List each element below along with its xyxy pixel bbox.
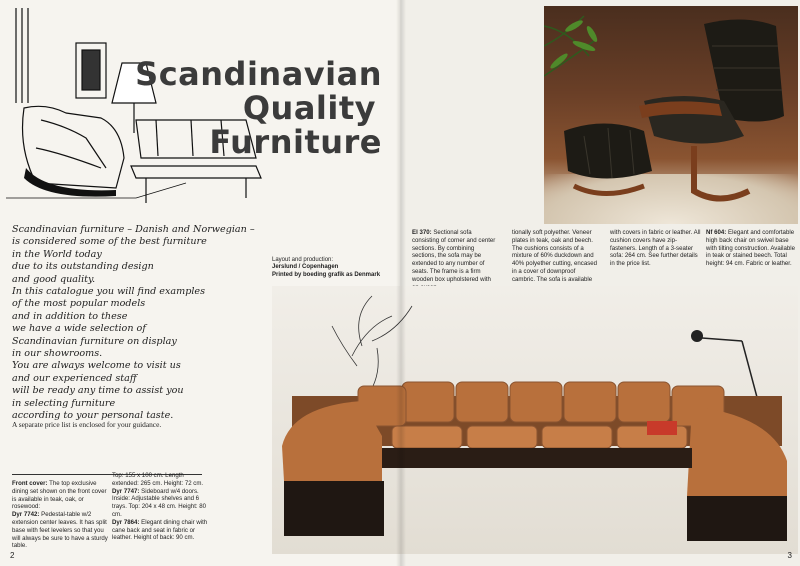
product-code: El 370: [412, 229, 432, 236]
intro-line: In this catalogue you will find examples [12, 286, 206, 298]
credits-line-1: Layout and production: [272, 257, 334, 263]
intro-line: Scandinavian furniture – Danish and Norwegian – [12, 224, 255, 235]
intro-line: due to its outstanding design [12, 261, 154, 273]
intro-text [12, 224, 262, 423]
intro-line: in selecting furniture [12, 397, 116, 409]
title-line-3: Furniture [209, 123, 382, 161]
credits-line-3: Printed by boeding grafik as Denmark [272, 271, 381, 278]
product-code: Dyr 7747: [112, 487, 140, 495]
nf-604-description: Nf 604: Elegant and comfortable high back chair on swivel base with tilting construction. Available in teak or stained beech. Total height: 94 cm. Fabric or leather. [706, 229, 795, 268]
page-gutter [396, 0, 406, 566]
sofa-illustration [272, 286, 798, 554]
product-code: Nf 604: [706, 229, 727, 236]
intro-line: is considered some of the best furniture [12, 236, 207, 248]
right-page [400, 0, 800, 566]
el-370-description-end: with covers in fabric or leather. All cushion covers have zip-fasteners. Length of a 3-seater sofa: 264 cm. See further details in the price list. [610, 229, 701, 268]
intro-line: You are always welcome to visit us [12, 360, 181, 372]
intro-line: of the most popular models [12, 298, 146, 310]
el-370-description-cont: tionally soft polyether. Veneer plates in teak, oak and beech. The cushions consists of a mixture of 60% duckdown and 40% polyether cutting, encased in a cover of downproof cambric. The sofa is available [512, 229, 598, 283]
intro-line: we have a wide selection of [12, 323, 146, 335]
title-line-2: Quality [242, 89, 376, 127]
intro-line: and good quality. [12, 273, 96, 285]
sectional-sofa-photo [272, 286, 798, 554]
front-cover-description: Front cover: The top exclusive dining set shown on the front cover is available in teak, oak, or rosewood: Dyr 7742: Pedestal-table w/2 extension center leaves. It has split base with feet levelers so that you will always be sure to have a sturdy table. [12, 480, 108, 550]
intro-line: will be ready any time to assist you [12, 385, 184, 397]
intro-line: and in addition to these [12, 310, 128, 322]
front-cover-heading: Front cover: [12, 480, 48, 487]
intro-line: and our experienced staff [12, 372, 137, 384]
credits-line-2: Jerslund / Copenhagen [272, 264, 339, 271]
title-line-1: Scandinavian [135, 55, 382, 93]
product-code: Dyr 7742: [12, 511, 40, 519]
intro-line: in our showrooms. [12, 348, 103, 360]
intro-line: Scandinavian furniture on display [12, 335, 177, 347]
chair-photo [544, 6, 798, 224]
dining-set-details: Top: 155 x 100 cm. Length extended: 265 cm. Height: 72 cm. Dyr 7747: Sideboard w/4 doors. Inside: Adjustable shelves and 6 trays. Top: 204 x 48 cm. Height: 80 cm. Dyr 7864: Elegant dining chair with cane back and seat in fabric or leather. Height of back: 90 cm. [112, 472, 208, 542]
intro-line: in the World today [12, 248, 102, 260]
catalogue-title [135, 55, 382, 161]
page-number-right: 3 [787, 551, 792, 560]
price-list-note: A separate price list is enclosed for your guidance. [12, 420, 162, 429]
chair-illustration [544, 6, 798, 224]
el-370-description: El 370: Sectional sofa consisting of corner and center sections. By combining sections, the sofa may be extended to any number of seats. The frame is a firm wooden box upholstered with [412, 229, 496, 283]
page-number-left: 2 [10, 551, 15, 560]
intro-line: according to your personal taste. [12, 410, 174, 422]
production-credits [272, 257, 380, 279]
product-code: Dyr 7864: [112, 518, 140, 526]
